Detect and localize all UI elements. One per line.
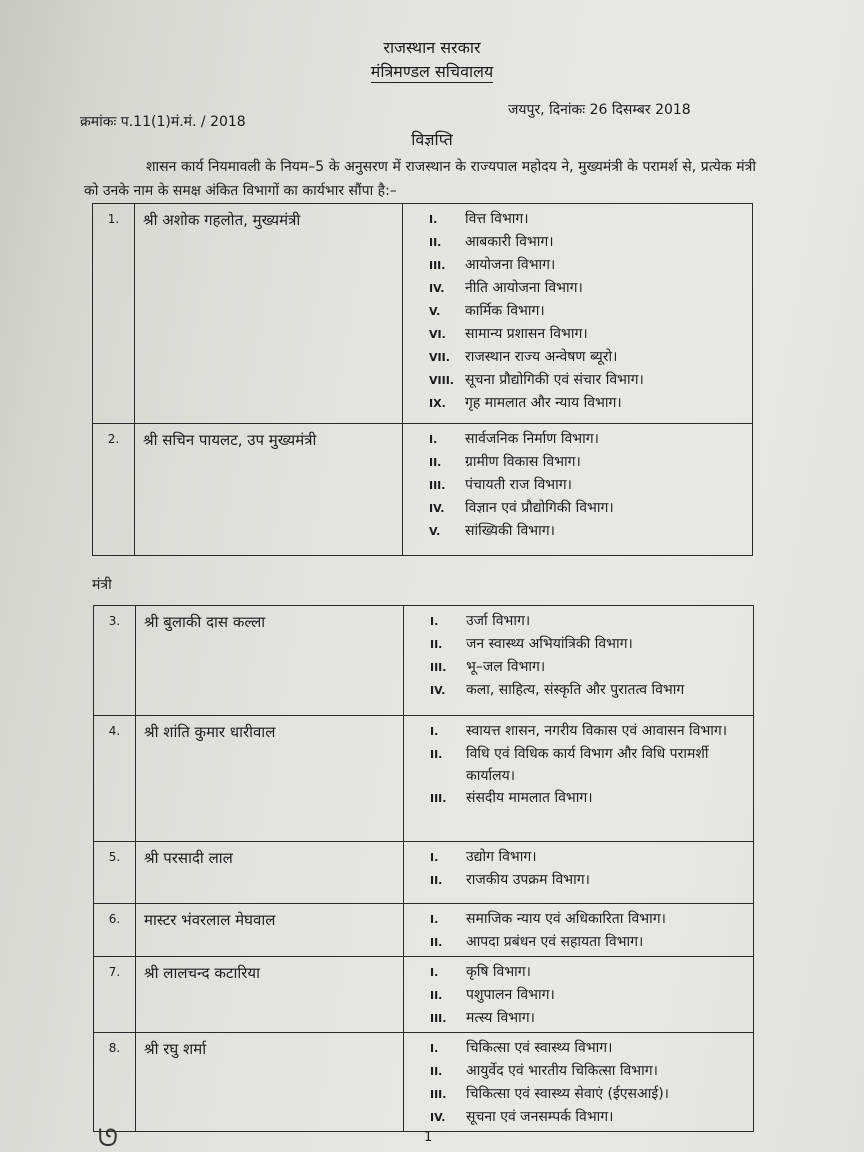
department-item [429, 231, 748, 254]
department-name: चिकित्सा एवं स्वास्थ्य विभाग। [466, 1040, 613, 1056]
department-name: कला, साहित्य, संस्कृति और पुरातत्व विभाग [466, 682, 685, 698]
department-name: स्वायत्त शासन, नगरीय विकास एवं आवासन विभाग। [466, 723, 728, 739]
department-item [429, 451, 748, 474]
department-name: जन स्वास्थ्य अभियांत्रिकी विभाग। [466, 636, 633, 652]
department-name: संसदीय मामलात विभाग। [466, 790, 593, 806]
department-name: भू–जल विभाग। [466, 659, 546, 675]
reference-number: क्रमांकः प.11(1)मं.मं. / 2018 [80, 114, 246, 130]
department-item [430, 679, 749, 702]
department-item [429, 392, 748, 415]
department-roman-numeral: II. [430, 748, 443, 761]
department-roman-numeral: III. [430, 661, 447, 674]
department-item [430, 869, 749, 892]
minister-name: श्री बुलाकी दास कल्ला [136, 606, 404, 716]
department-item [429, 497, 748, 520]
department-name: कार्मिक विभाग। [465, 303, 545, 319]
department-list [404, 1033, 754, 1132]
cm-deputy-cm-table [92, 203, 753, 556]
minister-row [94, 904, 754, 957]
department-name: आयोजना विभाग। [465, 257, 556, 273]
department-roman-numeral: IV. [430, 1111, 446, 1124]
department-roman-numeral: I. [430, 966, 439, 979]
department-roman-numeral: III. [429, 259, 446, 272]
minister-row [94, 957, 754, 1033]
department-name: उद्योग विभाग। [466, 849, 537, 865]
minister-name: श्री रघु शर्मा [136, 1033, 404, 1132]
department-list [404, 904, 754, 957]
department-item [430, 984, 749, 1007]
department-roman-numeral: IV. [429, 502, 445, 515]
department-roman-numeral: IV. [430, 684, 446, 697]
department-name: पशुपालन विभाग। [466, 987, 555, 1003]
department-item [429, 323, 748, 346]
minister-row [94, 842, 754, 904]
department-item [430, 846, 749, 869]
department-name: उर्जा विभाग। [466, 613, 531, 629]
department-name: विज्ञान एवं प्रौद्योगिकी विभाग। [465, 500, 614, 516]
table2-body [94, 606, 754, 1132]
page-number: 1 [424, 1130, 433, 1145]
department-name: सूचना प्रौद्योगिकी एवं संचार विभाग। [465, 372, 644, 388]
department-name: आयुर्वेद एवं भारतीय चिकित्सा विभाग। [466, 1063, 658, 1079]
department-roman-numeral: II. [429, 236, 442, 249]
department-roman-numeral: III. [430, 1012, 447, 1025]
department-name: कृषि विभाग। [466, 964, 531, 980]
department-item [429, 300, 748, 323]
department-item [429, 428, 748, 451]
department-item [430, 1083, 749, 1106]
department-name: सामान्य प्रशासन विभाग। [465, 326, 588, 342]
department-name: पंचायती राज विभाग। [465, 477, 572, 493]
department-roman-numeral: I. [430, 1042, 439, 1055]
department-roman-numeral: I. [430, 615, 439, 628]
department-list [403, 204, 753, 424]
department-item [430, 1037, 749, 1060]
department-item [430, 720, 749, 743]
department-name: विधि एवं विधिक कार्य विभाग और विधि परामर्शी कार्यालय। [466, 746, 709, 784]
department-list [403, 424, 753, 556]
government-name: राजस्थान सरकार [383, 38, 481, 57]
department-name: सांख्यिकी विभाग। [465, 523, 555, 539]
department-name: राजस्थान राज्य अन्वेषण ब्यूरो। [465, 349, 618, 365]
department-item [429, 208, 748, 231]
notification-title: विज्ञप्ति [411, 130, 453, 149]
department-item [429, 520, 748, 543]
department-item [429, 369, 748, 392]
department-item [430, 787, 749, 810]
minister-name: श्री शांति कुमार धारीवाल [136, 716, 404, 842]
department-roman-numeral: I. [430, 725, 439, 738]
serial-number: 1. [93, 204, 135, 424]
minister-name: श्री लालचन्द कटारिया [136, 957, 404, 1033]
department-list [404, 842, 754, 904]
department-item [430, 1060, 749, 1083]
minister-row [94, 606, 754, 716]
department-name: नीति आयोजना विभाग। [465, 280, 583, 296]
department-list [404, 716, 754, 842]
department-roman-numeral: II. [430, 989, 443, 1002]
department-roman-numeral: III. [430, 1088, 447, 1101]
department-roman-numeral: II. [430, 1065, 443, 1078]
department-item [430, 633, 749, 656]
serial-number: 2. [93, 424, 135, 556]
department-item [429, 474, 748, 497]
department-name: मत्स्य विभाग। [466, 1010, 535, 1026]
department-roman-numeral: I. [429, 213, 438, 226]
department-item [430, 610, 749, 633]
department-item [429, 277, 748, 300]
department-roman-numeral: III. [430, 792, 447, 805]
document-date: जयपुर, दिनांकः 26 दिसम्बर 2018 [508, 102, 691, 118]
department-name: राजकीय उपक्रम विभाग। [466, 872, 590, 888]
department-roman-numeral: V. [429, 525, 441, 538]
minister-row [94, 716, 754, 842]
department-list [404, 957, 754, 1033]
serial-number: 7. [94, 957, 136, 1033]
minister-row [93, 204, 753, 424]
ministers-table [93, 605, 754, 1132]
department-name [0, 60, 864, 82]
department-roman-numeral: IX. [429, 397, 446, 410]
department-item [429, 346, 748, 369]
department-roman-numeral: VI. [429, 328, 446, 341]
department-roman-numeral: VII. [429, 351, 450, 364]
department-roman-numeral: I. [430, 913, 439, 926]
minister-name: श्री अशोक गहलोत, मुख्यमंत्री [135, 204, 403, 424]
department-name: समाजिक न्याय एवं अधिकारिता विभाग। [466, 911, 666, 927]
department-list [404, 606, 754, 716]
department-roman-numeral: VIII. [429, 374, 454, 387]
department-roman-numeral: V. [429, 305, 441, 318]
serial-number: 6. [94, 904, 136, 957]
department-item [430, 908, 749, 931]
department-item [430, 1007, 749, 1030]
department-name: सूचना एवं जनसम्पर्क विभाग। [466, 1109, 614, 1125]
signature-mark: ᘎ [98, 1124, 118, 1152]
minister-row [93, 424, 753, 556]
department-roman-numeral: II. [429, 456, 442, 469]
minister-row [94, 1033, 754, 1132]
department-name: ग्रामीण विकास विभाग। [465, 454, 581, 470]
department-roman-numeral: II. [430, 874, 443, 887]
serial-number: 5. [94, 842, 136, 904]
department-roman-numeral: I. [429, 433, 438, 446]
department-name: आपदा प्रबंधन एवं सहायता विभाग। [466, 934, 644, 950]
department-name: वित्त विभाग। [465, 211, 529, 227]
department-item [430, 743, 749, 787]
department-roman-numeral: IV. [429, 282, 445, 295]
serial-number: 3. [94, 606, 136, 716]
serial-number: 4. [94, 716, 136, 842]
department-name-text: मंत्रिमण्डल सचिवालय [370, 62, 494, 81]
serial-number: 8. [94, 1033, 136, 1132]
department-item [430, 961, 749, 984]
section-heading-ministers: मंत्री [92, 577, 112, 593]
department-name: सार्वजनिक निर्माण विभाग। [465, 431, 599, 447]
department-roman-numeral: I. [430, 851, 439, 864]
department-roman-numeral: II. [430, 638, 443, 651]
department-name: गृह मामलात और न्याय विभाग। [465, 395, 622, 411]
department-item [430, 1106, 749, 1129]
table1-body [93, 204, 753, 556]
department-name: आबकारी विभाग। [465, 234, 554, 250]
minister-name: श्री परसादी लाल [136, 842, 404, 904]
minister-name: मास्टर भंवरलाल मेघवाल [136, 904, 404, 957]
department-item [430, 656, 749, 679]
department-name: चिकित्सा एवं स्वास्थ्य सेवाएं (ईएसआई)। [466, 1086, 669, 1102]
minister-name: श्री सचिन पायलट, उप मुख्यमंत्री [135, 424, 403, 556]
intro-paragraph: शासन कार्य नियमावली के नियम–5 के अनुसरण में राजस्थान के राज्यपाल महोदय ने, मुख्यमंत्री के परामर्श से, प्रत्येक मंत्री को उनके नाम के समक्ष अंकित विभागों का कार्यभार सौंपा है:– [84, 159, 756, 199]
department-roman-numeral: III. [429, 479, 446, 492]
department-roman-numeral: II. [430, 936, 443, 949]
department-item [429, 254, 748, 277]
department-item [430, 931, 749, 954]
